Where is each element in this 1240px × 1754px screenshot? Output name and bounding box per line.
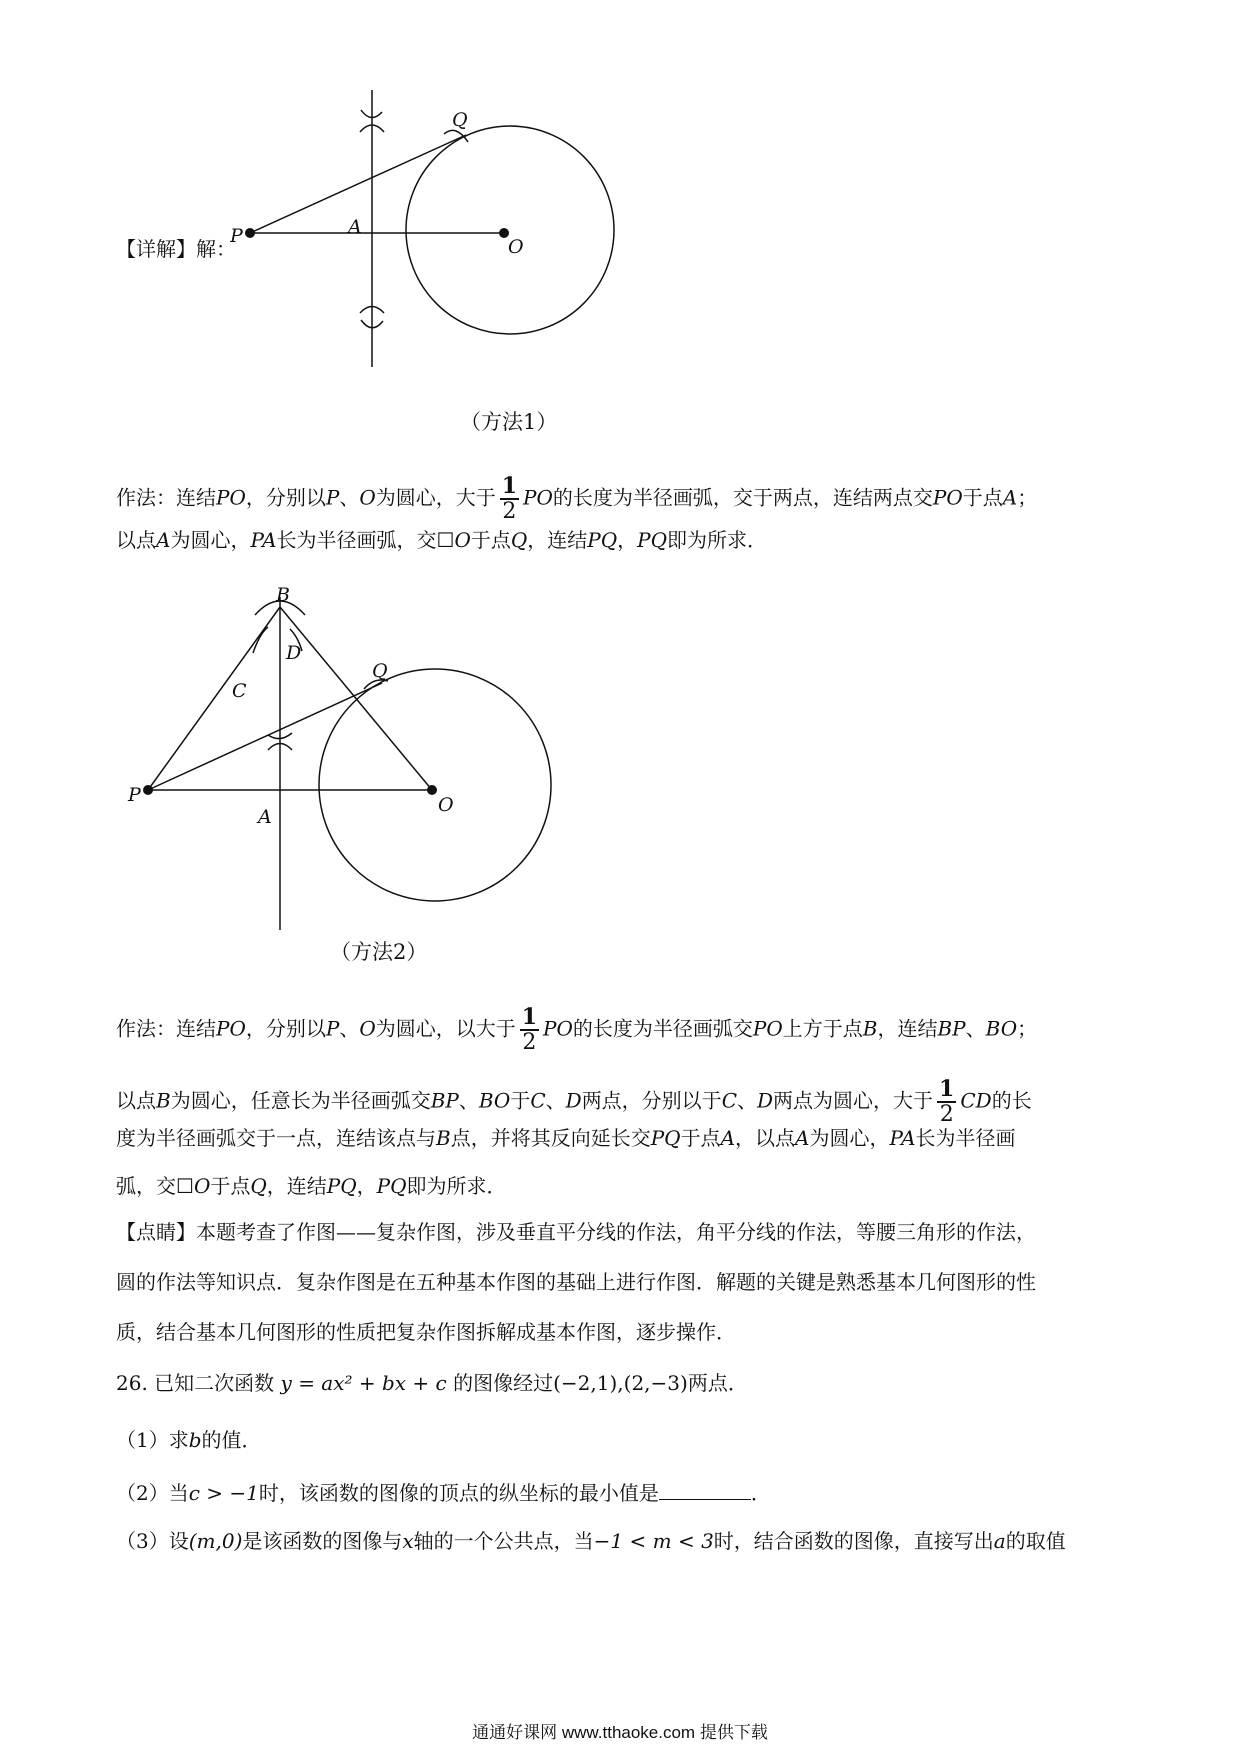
label-O: O (438, 794, 454, 816)
label-C: C (232, 680, 247, 702)
detail-label: 【详解】解： (116, 237, 236, 261)
label-P: P (230, 225, 243, 247)
fraction-one-half: $\frac{1}{2}$ (501, 473, 518, 524)
label-D: D (286, 642, 302, 664)
label-A: A (258, 806, 272, 828)
label-Q: Q (372, 660, 388, 682)
figure-1-caption: （方法1） (460, 410, 558, 434)
label-O: O (508, 236, 524, 258)
answer-blank[interactable] (659, 1481, 751, 1500)
method-2-line-4: 弧，交☐O于点Q，连结PQ，PQ即为所求． (116, 1174, 507, 1198)
comment-line-3: 质，结合基本几何图形的性质把复杂作图拆解成基本作图，逐步操作． (116, 1320, 736, 1344)
figure-method-1 (230, 80, 700, 370)
question-26-part-3: （3）设(m,0)是该函数的图像与x轴的一个公共点，当−1 < m < 3时，结合函数的图像，直接写出a的取值 (116, 1529, 1066, 1553)
method-1-line-2: 以点A为圆心，PA长为半径画弧，交☐O于点Q，连结PQ，PQ即为所求． (116, 528, 767, 552)
fraction-one-half: $\frac{1}{2}$ (521, 1004, 538, 1055)
method-2-line-2: 以点B为圆心，任意长为半径画弧交BP、BO于C、D两点，分别以于C、D两点为圆心，大于 $\frac{1}{2}$ CD的长 (116, 1076, 1032, 1127)
method-2-line-1: 作法：连结PO，分别以P、O为圆心，以大于 $\frac{1}{2}$ PO的长度为半径画弧交PO上方于点B，连结BP、BO； (116, 1004, 1038, 1055)
footer-watermark: 通通好课网 www.tthaoke.com 提供下载 (472, 1723, 768, 1742)
figure-2-caption: （方法2） (330, 940, 428, 964)
comment-line-1: 【点睛】本题考查了作图——复杂作图，涉及垂直平分线的作法，角平分线的作法，等腰三角形的作法， (116, 1220, 1036, 1244)
comment-line-2: 圆的作法等知识点．复杂作图是在五种基本作图的基础上进行作图．解题的关键是熟悉基本几何图形的性 (116, 1270, 1036, 1294)
method-1-line-1: 作法：连结PO，分别以P、O为圆心，大于 $\frac{1}{2}$ PO的长度为半径画弧，交于两点，连结两点交PO于点A； (116, 473, 1038, 524)
figure-method-2 (120, 585, 570, 930)
label-Q: Q (452, 109, 468, 131)
question-26-part-1: （1）求b的值． (116, 1428, 262, 1452)
label-P: P (128, 784, 141, 806)
method-2-line-3: 度为半径画弧交于一点，连结该点与B点，并将其反向延长交PQ于点A，以点A为圆心，PA长为半径画 (116, 1126, 1016, 1150)
question-26-stem: 26. 已知二次函数 y = ax² + bx + c 的图像经过(−2,1),(2,−3)两点． (116, 1371, 748, 1395)
question-26-part-2: （2）当c > −1时，该函数的图像的顶点的纵坐标的最小值是 ． (116, 1481, 771, 1505)
label-B: B (276, 585, 290, 606)
label-A: A (348, 216, 362, 238)
fraction-one-half: $\frac{1}{2}$ (939, 1076, 955, 1127)
